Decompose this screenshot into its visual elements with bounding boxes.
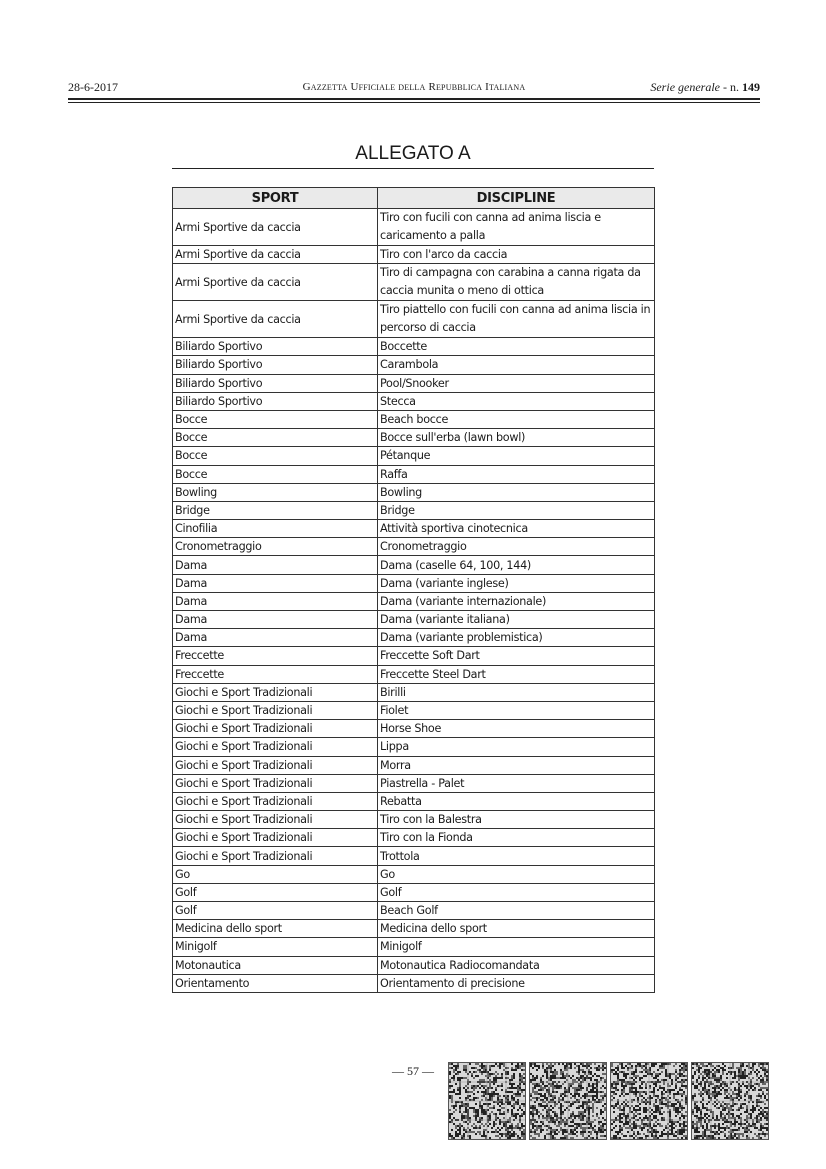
- table-row: [173, 246, 655, 264]
- table-row: [173, 902, 655, 920]
- discipline-cell: Golf: [378, 883, 655, 901]
- sport-cell: Golf: [173, 902, 378, 920]
- table-row: [173, 920, 655, 938]
- table-row: [173, 774, 655, 792]
- discipline-cell: Bowling: [378, 483, 655, 501]
- sports-disciplines-table: [172, 187, 655, 993]
- table-row: [173, 447, 655, 465]
- discipline-cell: Dama (variante internazionale): [378, 592, 655, 610]
- sport-cell: Armi Sportive da caccia: [173, 264, 378, 301]
- discipline-cell: Stecca: [378, 392, 655, 410]
- table-row: [173, 520, 655, 538]
- series-label: Serie generale: [650, 80, 720, 94]
- security-pattern-icon: [691, 1062, 769, 1140]
- table-row: [173, 847, 655, 865]
- sport-cell: Bridge: [173, 501, 378, 519]
- discipline-cell: Boccette: [378, 338, 655, 356]
- discipline-cell: Tiro piattello con fucili con canna ad anima liscia in percorso di caccia: [378, 301, 655, 338]
- sport-cell: Minigolf: [173, 938, 378, 956]
- header-rule-thick: [68, 98, 760, 100]
- table-row: [173, 338, 655, 356]
- sport-cell: Cronometraggio: [173, 538, 378, 556]
- table-row: [173, 811, 655, 829]
- sport-cell: Giochi e Sport Tradizionali: [173, 792, 378, 810]
- table-row: [173, 974, 655, 992]
- table-row: [173, 483, 655, 501]
- table-row: [173, 938, 655, 956]
- sport-cell: Dama: [173, 629, 378, 647]
- sport-cell: Bocce: [173, 447, 378, 465]
- discipline-cell: Orientamento di precisione: [378, 974, 655, 992]
- sport-cell: Dama: [173, 574, 378, 592]
- table-row: [173, 301, 655, 338]
- table-row: [173, 792, 655, 810]
- table-row: [173, 865, 655, 883]
- sport-cell: Giochi e Sport Tradizionali: [173, 774, 378, 792]
- sport-cell: Biliardo Sportivo: [173, 392, 378, 410]
- sport-cell: Golf: [173, 883, 378, 901]
- gazette-title: Gazzetta Ufficiale della Repubblica Italiana: [302, 81, 526, 93]
- discipline-cell: Trottola: [378, 847, 655, 865]
- discipline-cell: Cronometraggio: [378, 538, 655, 556]
- table-row: [173, 574, 655, 592]
- table-row: [173, 592, 655, 610]
- sport-cell: Motonautica: [173, 956, 378, 974]
- discipline-cell: Lippa: [378, 738, 655, 756]
- discipline-cell: Tiro di campagna con carabina a canna rigata da caccia munita o meno di ottica: [378, 264, 655, 301]
- discipline-cell: Dama (variante problemistica): [378, 629, 655, 647]
- security-seal-strip: [448, 1062, 768, 1140]
- discipline-cell: Motonautica Radiocomandata: [378, 956, 655, 974]
- discipline-cell: Morra: [378, 756, 655, 774]
- security-pattern-icon: [448, 1062, 526, 1140]
- discipline-cell: Pool/Snooker: [378, 374, 655, 392]
- table-row: [173, 264, 655, 301]
- discipline-cell: Freccette Soft Dart: [378, 647, 655, 665]
- discipline-cell: Dama (variante italiana): [378, 611, 655, 629]
- table-row: [173, 683, 655, 701]
- discipline-cell: Raffa: [378, 465, 655, 483]
- table-row: [173, 209, 655, 246]
- sport-cell: Biliardo Sportivo: [173, 338, 378, 356]
- sport-cell: Biliardo Sportivo: [173, 374, 378, 392]
- sport-cell: Bocce: [173, 465, 378, 483]
- table-row: [173, 647, 655, 665]
- sport-cell: Orientamento: [173, 974, 378, 992]
- table-body: [173, 209, 655, 993]
- sport-cell: Armi Sportive da caccia: [173, 246, 378, 264]
- table-row: [173, 883, 655, 901]
- discipline-cell: Bocce sull'erba (lawn bowl): [378, 429, 655, 447]
- table-row: [173, 374, 655, 392]
- sport-cell: Giochi e Sport Tradizionali: [173, 756, 378, 774]
- column-header-sport: SPORT: [173, 188, 378, 209]
- page-header: [68, 80, 760, 96]
- sport-cell: Giochi e Sport Tradizionali: [173, 720, 378, 738]
- table-row: [173, 720, 655, 738]
- discipline-cell: Bridge: [378, 501, 655, 519]
- discipline-cell: Tiro con la Balestra: [378, 811, 655, 829]
- discipline-cell: Tiro con fucili con canna ad anima liscia e caricamento a palla: [378, 209, 655, 246]
- sport-cell: Go: [173, 865, 378, 883]
- sport-cell: Medicina dello sport: [173, 920, 378, 938]
- sport-cell: Giochi e Sport Tradizionali: [173, 811, 378, 829]
- column-header-discipline: DISCIPLINE: [378, 188, 655, 209]
- discipline-cell: Tiro con la Fionda: [378, 829, 655, 847]
- table-row: [173, 465, 655, 483]
- sport-cell: Biliardo Sportivo: [173, 356, 378, 374]
- table-row: [173, 556, 655, 574]
- annex-title: ALLEGATO A: [355, 143, 471, 164]
- sport-cell: Bowling: [173, 483, 378, 501]
- sport-cell: Bocce: [173, 410, 378, 428]
- table-row: [173, 756, 655, 774]
- sport-cell: Armi Sportive da caccia: [173, 301, 378, 338]
- table-header-row: [173, 188, 655, 209]
- table-row: [173, 629, 655, 647]
- discipline-cell: Attività sportiva cinotecnica: [378, 520, 655, 538]
- security-pattern-icon: [529, 1062, 607, 1140]
- sport-cell: Dama: [173, 592, 378, 610]
- discipline-cell: Tiro con l'arco da caccia: [378, 246, 655, 264]
- table-row: [173, 538, 655, 556]
- table-row: [173, 356, 655, 374]
- sport-cell: Freccette: [173, 665, 378, 683]
- discipline-cell: Horse Shoe: [378, 720, 655, 738]
- discipline-cell: Carambola: [378, 356, 655, 374]
- table-row: [173, 410, 655, 428]
- page-number: — 57 —: [392, 1064, 434, 1078]
- publication-date: 28-6-2017: [68, 80, 118, 94]
- discipline-cell: Birilli: [378, 683, 655, 701]
- sport-cell: Giochi e Sport Tradizionali: [173, 829, 378, 847]
- discipline-cell: Medicina dello sport: [378, 920, 655, 938]
- title-underline: [172, 168, 654, 169]
- table-row: [173, 392, 655, 410]
- table-row: [173, 956, 655, 974]
- security-pattern-icon: [610, 1062, 688, 1140]
- sport-cell: Bocce: [173, 429, 378, 447]
- discipline-cell: Freccette Steel Dart: [378, 665, 655, 683]
- sport-cell: Giochi e Sport Tradizionali: [173, 701, 378, 719]
- sport-cell: Dama: [173, 556, 378, 574]
- discipline-cell: Fiolet: [378, 701, 655, 719]
- discipline-cell: Beach bocce: [378, 410, 655, 428]
- series-number: 149: [742, 80, 760, 94]
- table-row: [173, 611, 655, 629]
- sport-cell: Dama: [173, 611, 378, 629]
- sport-cell: Armi Sportive da caccia: [173, 209, 378, 246]
- discipline-cell: Pétanque: [378, 447, 655, 465]
- header-rule-thin: [68, 102, 760, 103]
- sport-cell: Giochi e Sport Tradizionali: [173, 847, 378, 865]
- sport-cell: Giochi e Sport Tradizionali: [173, 738, 378, 756]
- discipline-cell: Go: [378, 865, 655, 883]
- table-row: [173, 501, 655, 519]
- sport-cell: Giochi e Sport Tradizionali: [173, 683, 378, 701]
- discipline-cell: Dama (caselle 64, 100, 144): [378, 556, 655, 574]
- discipline-cell: Rebatta: [378, 792, 655, 810]
- table-row: [173, 738, 655, 756]
- series-separator: - n.: [720, 80, 742, 94]
- table-row: [173, 829, 655, 847]
- table-row: [173, 665, 655, 683]
- discipline-cell: Beach Golf: [378, 902, 655, 920]
- discipline-cell: Minigolf: [378, 938, 655, 956]
- table-row: [173, 701, 655, 719]
- table-row: [173, 429, 655, 447]
- discipline-cell: Dama (variante inglese): [378, 574, 655, 592]
- discipline-cell: Piastrella - Palet: [378, 774, 655, 792]
- sport-cell: Freccette: [173, 647, 378, 665]
- sport-cell: Cinofilia: [173, 520, 378, 538]
- series-info: [650, 80, 760, 95]
